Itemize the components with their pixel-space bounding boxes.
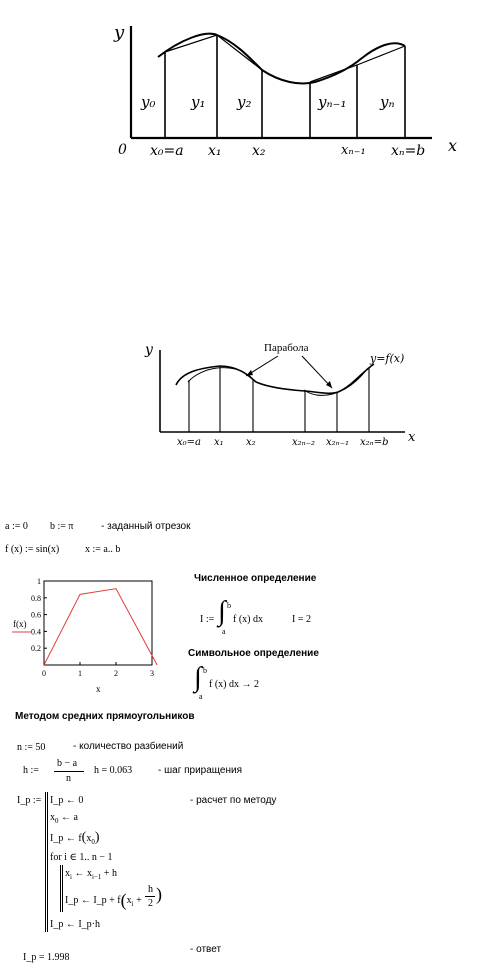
loop-fraction-num: h — [148, 884, 153, 895]
fig1-origin-label: 0 — [118, 142, 127, 158]
fig1-ordinate-label: y₁ — [191, 93, 206, 111]
interval-comment: - заданный отрезок — [101, 521, 191, 532]
h-lhs: h := — [23, 765, 39, 776]
parabola-label: Парабола — [264, 342, 309, 354]
program-bar — [45, 792, 46, 932]
program-line: $x_0$ ← a — [50, 812, 78, 825]
fig1-abscissa-label: xₙ=b — [391, 143, 426, 159]
fig1-x-axis-label: x — [448, 136, 458, 155]
plot-xlabel: x — [96, 684, 101, 694]
x-tick-label: 2 — [114, 669, 118, 678]
symbolic-title: Символьное определение — [188, 648, 319, 659]
numeric-lower: a — [222, 627, 226, 636]
n-comment: - количество разбиений — [73, 741, 184, 752]
a-definition: a := 0 — [5, 521, 28, 532]
program-bar — [47, 792, 48, 932]
fig1-abscissa-label: x₂ — [252, 143, 266, 159]
h-fraction-bar — [54, 771, 84, 772]
series-line — [44, 589, 157, 665]
fig1-abscissa-label: xₙ₋₁ — [341, 143, 366, 158]
loop-fraction-den: 2 — [148, 898, 153, 909]
fig2-abscissa-label: x₂ — [246, 437, 256, 448]
fig1-y-axis-label: y — [114, 22, 125, 43]
fig1-ordinate-label: yₙ₋₁ — [318, 93, 347, 111]
b-definition: b := π — [50, 521, 74, 532]
answer-value: I_p = 1.998 — [23, 952, 70, 963]
integral-sign: ∫ — [194, 662, 202, 693]
program-lhs: I_p := — [17, 795, 42, 806]
loop-fraction-bar — [145, 896, 155, 897]
y-tick-label: 0.4 — [31, 627, 41, 637]
loop-line: $x_i$ ← $x_{i-1} + h$ — [65, 868, 117, 881]
loop-close-paren: ) — [156, 884, 162, 904]
fig1-ordinate-label: y₀ — [141, 93, 156, 111]
fig2-abscissa-label: x₁ — [214, 437, 224, 448]
curve-label: y=f(x) — [370, 352, 405, 365]
symbolic-lower: a — [199, 692, 203, 701]
numeric-upper: b — [227, 601, 231, 610]
h-denominator: n — [66, 773, 71, 784]
numeric-integrand: f (x) dx — [233, 614, 263, 625]
x-tick-label: 3 — [150, 669, 154, 678]
numeric-lhs: I := — [200, 614, 215, 625]
x-tick-label: 1 — [78, 669, 82, 678]
fig1-abscissa-label: x₁ — [208, 143, 222, 159]
loop-bar — [60, 865, 61, 912]
y-tick-label: 0.6 — [31, 610, 41, 620]
numeric-result: I = 2 — [292, 614, 311, 625]
plot-ylabel: f(x) — [13, 619, 27, 629]
fig1-ordinate-label: yₙ — [380, 93, 395, 111]
h-comment: - шаг приращения — [158, 765, 243, 776]
range-definition: x := a.. b — [85, 544, 121, 555]
y-tick-label: 0.8 — [31, 593, 41, 603]
h-numerator: b − a — [57, 758, 78, 769]
program-line: I_p ← $f(x_0)$ — [50, 830, 100, 846]
fig2-x-axis-label: x — [408, 430, 416, 445]
plot-frame — [44, 581, 152, 665]
program-comment: - расчет по методу — [190, 795, 277, 806]
program-line: I_p ← 0 — [50, 795, 84, 806]
fig2-y-axis-label: y — [145, 342, 153, 358]
n-definition: n := 50 — [17, 742, 46, 753]
fig2-abscissa-label: x₂ₙ₋₂ — [292, 437, 315, 448]
h-value: h = 0.063 — [94, 765, 133, 776]
loop-bar — [62, 865, 63, 912]
program-line: I_p ← I_p·h — [50, 919, 100, 930]
symbolic-upper: b — [203, 666, 207, 675]
fig2-abscissa-label: x₂ₙ=b — [360, 437, 389, 448]
symbolic-integrand: f (x) dx → 2 — [209, 679, 259, 690]
fig1-abscissa-label: x₀=a — [150, 143, 184, 159]
y-tick-label: 0.2 — [31, 644, 41, 654]
method-title: Методом средних прямоугольников — [15, 711, 195, 722]
numeric-title: Численное определение — [194, 573, 317, 584]
program-for-loop: for i ∈ 1.. n − 1 — [50, 852, 113, 863]
y-tick-label: 1 — [37, 577, 41, 586]
fig2-abscissa-label: x₀=a — [177, 437, 201, 448]
loop-line: I_p ← I_p + $f(x_i$ + — [65, 890, 142, 910]
function-definition: f (x) := sin(x) — [5, 544, 60, 555]
fig1-ordinate-label: y₂ — [237, 93, 252, 111]
answer-comment: - ответ — [190, 944, 222, 955]
fig2-abscissa-label: x₂ₙ₋₁ — [326, 437, 349, 448]
x-tick-label: 0 — [42, 669, 46, 678]
integral-sign: ∫ — [218, 596, 226, 627]
